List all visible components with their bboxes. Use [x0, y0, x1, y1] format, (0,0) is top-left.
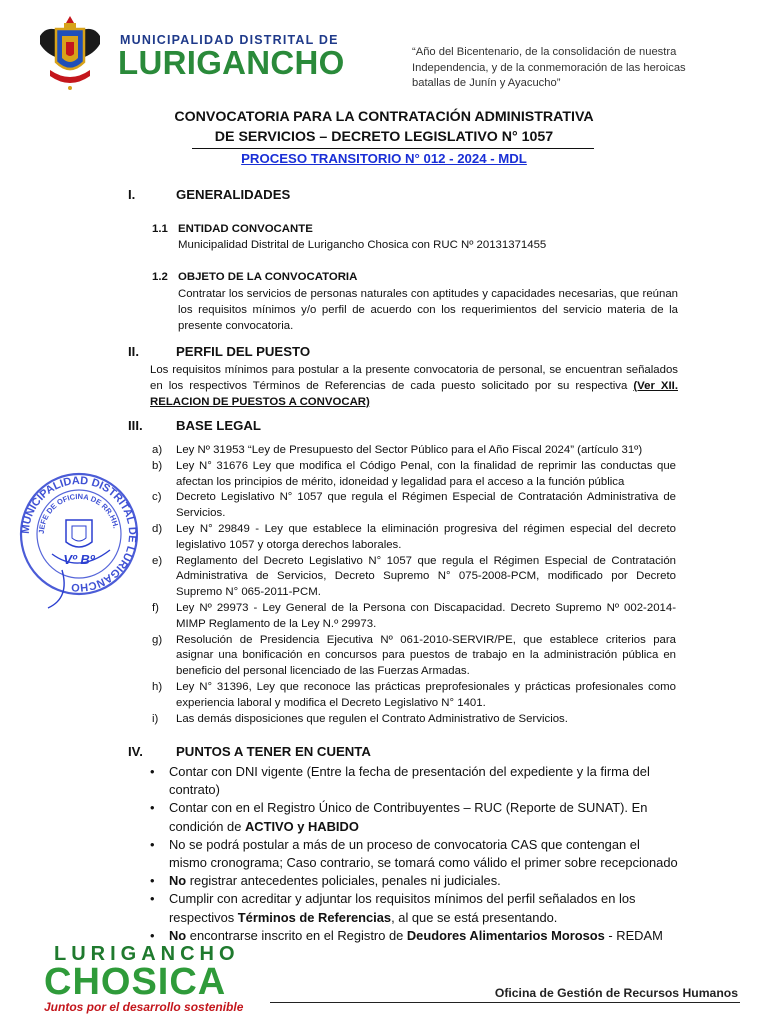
list-text-bold: No — [169, 927, 187, 943]
list-text: Decreto Legislativo N° 1057 que regula el Régimen Especial de Contratación Administrativa de Servicios. — [176, 491, 676, 520]
footer-divider — [270, 1002, 740, 1003]
list-text-bold: Términos de Referencias — [237, 909, 392, 925]
footer-brand-top: LURIGANCHO — [54, 943, 240, 965]
list-label: a) — [152, 444, 163, 456]
list-text: Ley Nº 31953 “Ley de Presupuesto del Sector Público para el Año Fiscal 2024” (artículo 31º) — [176, 444, 643, 456]
list-label: d) — [152, 522, 163, 535]
list-item — [152, 459, 676, 491]
subsection-number: 1.2 — [152, 271, 168, 283]
org-name-line1: MUNICIPALIDAD DISTRITAL DE — [120, 33, 339, 47]
list-text: Ley N° 31676 Ley que modifica el Código Penal, con la finalidad de reprimir las conductas que afectan los principios de mérito, idoneidad y legalidad para el acceso a la función pública — [176, 459, 676, 488]
list-text: Contar con en el Registro Único de Contribuyentes – RUC (Reporte de SUNAT). En condición de — [169, 800, 648, 834]
seal-ring-text: MUNICIPALIDAD DISTRITAL DE LURIGANCHO — [19, 474, 139, 594]
svg-text:JEFE DE OFICINA DE RR.HH. — [37, 492, 121, 534]
section-title: PUNTOS A TENER EN CUENTA — [176, 744, 371, 759]
list-text: Reglamento del Decreto Legislativo N° 1057 que regula el Régimen Especial de Contratación Administrativa de Servicios, Decreto Supremo N° 075-2008-PCM, modificado por Decreto Supremo N° 065-2011-PCM. — [176, 554, 676, 599]
perfil-body: Los requisitos mínimos para postular a la presente convocatoria de personal, se encuentran señalados en los respectivos Términos de Referencias de cada puesto solicitado por su respectiva — [150, 364, 678, 392]
perfil-text — [150, 363, 678, 410]
list-text-bold: Deudores Alimentarios Morosos — [406, 927, 605, 943]
list-text: No se podrá postular a más de un proceso de convocatoria CAS que contengan el mismo cronograma; Caso contrario, se tomará como válido el primer sobre recepcionado — [169, 836, 678, 871]
list-text: , al que se está presentando. — [391, 909, 558, 925]
bullet-icon: • — [150, 836, 155, 852]
entidad-text: Municipalidad Distrital de Lurigancho Chosica con RUC Nº 20131371455 — [178, 239, 547, 251]
base-legal-list — [152, 443, 676, 727]
subsection-title: OBJETO DE LA CONVOCATORIA — [178, 271, 358, 283]
section-title: PERFIL DEL PUESTO — [176, 344, 311, 359]
bullet-icon: • — [150, 800, 155, 816]
list-item — [152, 554, 676, 601]
list-item — [152, 680, 676, 712]
list-label: f) — [152, 601, 159, 614]
title-underline — [192, 148, 594, 149]
bullet-icon: • — [150, 891, 155, 907]
list-label: i) — [152, 712, 159, 725]
bullet-icon: • — [150, 927, 155, 943]
section-number: II. — [128, 344, 139, 359]
list-item — [148, 836, 680, 872]
list-text: Ley N° 31396, Ley que reconoce las prácticas preprofesionales y prácticas profesionales como experiencia laboral y modifica el Decreto Legislativo N° 1401. — [176, 680, 676, 709]
list-item — [152, 712, 676, 728]
list-text: - REDAM — [604, 927, 663, 943]
list-label: c) — [152, 491, 162, 504]
municipal-coat-of-arms-icon — [36, 14, 104, 92]
list-text: encontrarse inscrito en el Registro de — [186, 927, 407, 943]
section-title: BASE LEGAL — [176, 418, 261, 433]
list-label: b) — [152, 459, 163, 472]
list-item — [148, 763, 680, 799]
section-number: IV. — [128, 744, 143, 759]
list-item — [152, 633, 676, 680]
footer-office-name: Oficina de Gestión de Recursos Humanos — [494, 986, 738, 1000]
subsection-number: 1.1 — [152, 223, 168, 235]
footer-brand-main: CHOSICA — [44, 961, 227, 1003]
doc-title-line2: DE SERVICIOS – DECRETO LEGISLATIVO N° 1057 — [214, 129, 554, 145]
list-text: Las demás disposiciones que regulen el Contrato Administrativo de Servicios. — [176, 712, 568, 725]
official-seal-stamp — [18, 458, 140, 610]
seal-mark: Vº Bº — [63, 552, 95, 567]
list-text: Ley Nº 29973 - Ley General de la Persona con Discapacidad. Decreto Supremo Nº 002-2014-MIMP Reglamento de la Ley N.º 29973. — [176, 601, 676, 630]
footer-slogan: Juntos por el desarrollo sostenible — [44, 1000, 244, 1014]
section-title: GENERALIDADES — [176, 187, 291, 202]
list-item — [148, 799, 680, 835]
section-number: I. — [128, 187, 136, 202]
list-label: e) — [152, 554, 163, 567]
subsection-title: ENTIDAD CONVOCANTE — [178, 223, 313, 235]
objeto-text: Contratar los servicios de personas naturales con aptitudes y capacidades necesarias, que reúnan los requisitos mínimos y/o perfil de acuerdo con los requerimientos del servicio materia de la presente convocatoria. — [178, 288, 678, 332]
list-label: h) — [152, 680, 163, 693]
list-label: g) — [152, 633, 163, 646]
year-motto: “Año del Bicentenario, de la consolidación de nuestra Independencia, y de la conmemoración de las heroicas batallas de Junín y Ayacucho” — [412, 46, 686, 89]
list-item — [152, 443, 676, 459]
bullet-icon: • — [150, 764, 155, 779]
seal-inner-text: JEFE DE OFICINA DE RR.HH. — [36, 491, 121, 535]
process-number: PROCESO TRANSITORIO N° 012 - 2024 - MDL — [241, 151, 527, 166]
ver-relacion-link[interactable]: (Ver XII. RELACION DE PUESTOS A CONVOCAR) — [150, 379, 678, 408]
list-item — [148, 872, 680, 890]
list-text: Resolución de Presidencia Ejecutiva Nº 061-2010-SERVIR/PE, que establece criterios para asignar una bonificación en concursos para puestos de trabajo en la administración pública en beneficio del personal licenciado de las Fuerzas Armadas. — [176, 633, 676, 678]
puntos-list — [148, 763, 680, 945]
list-item — [152, 601, 676, 633]
section-number: III. — [128, 418, 143, 433]
list-text: Contar con DNI vigente (Entre la fecha de presentación del expediente y la firma del contrato) — [169, 764, 650, 798]
list-item — [152, 490, 676, 522]
list-text: registrar antecedentes policiales, penales ni judiciales. — [186, 873, 501, 889]
list-text-bold: No — [169, 873, 187, 889]
org-name-line2: LURIGANCHO — [118, 44, 345, 81]
bullet-icon: • — [150, 873, 155, 889]
list-item — [152, 522, 676, 554]
list-text-bold: ACTIVO y HABIDO — [244, 818, 359, 834]
doc-title-line1: CONVOCATORIA PARA LA CONTRATACIÓN ADMINISTRATIVA — [174, 109, 594, 125]
list-text: Ley N° 29849 - Ley que establece la eliminación progresiva del régimen especial del decreto legislativo 1057 y otorga derechos laborales. — [176, 522, 676, 551]
list-text: Cumplir con acreditar y adjuntar los requisitos mínimos del perfil señalados en los respectivos — [169, 891, 636, 925]
list-item — [148, 890, 680, 926]
